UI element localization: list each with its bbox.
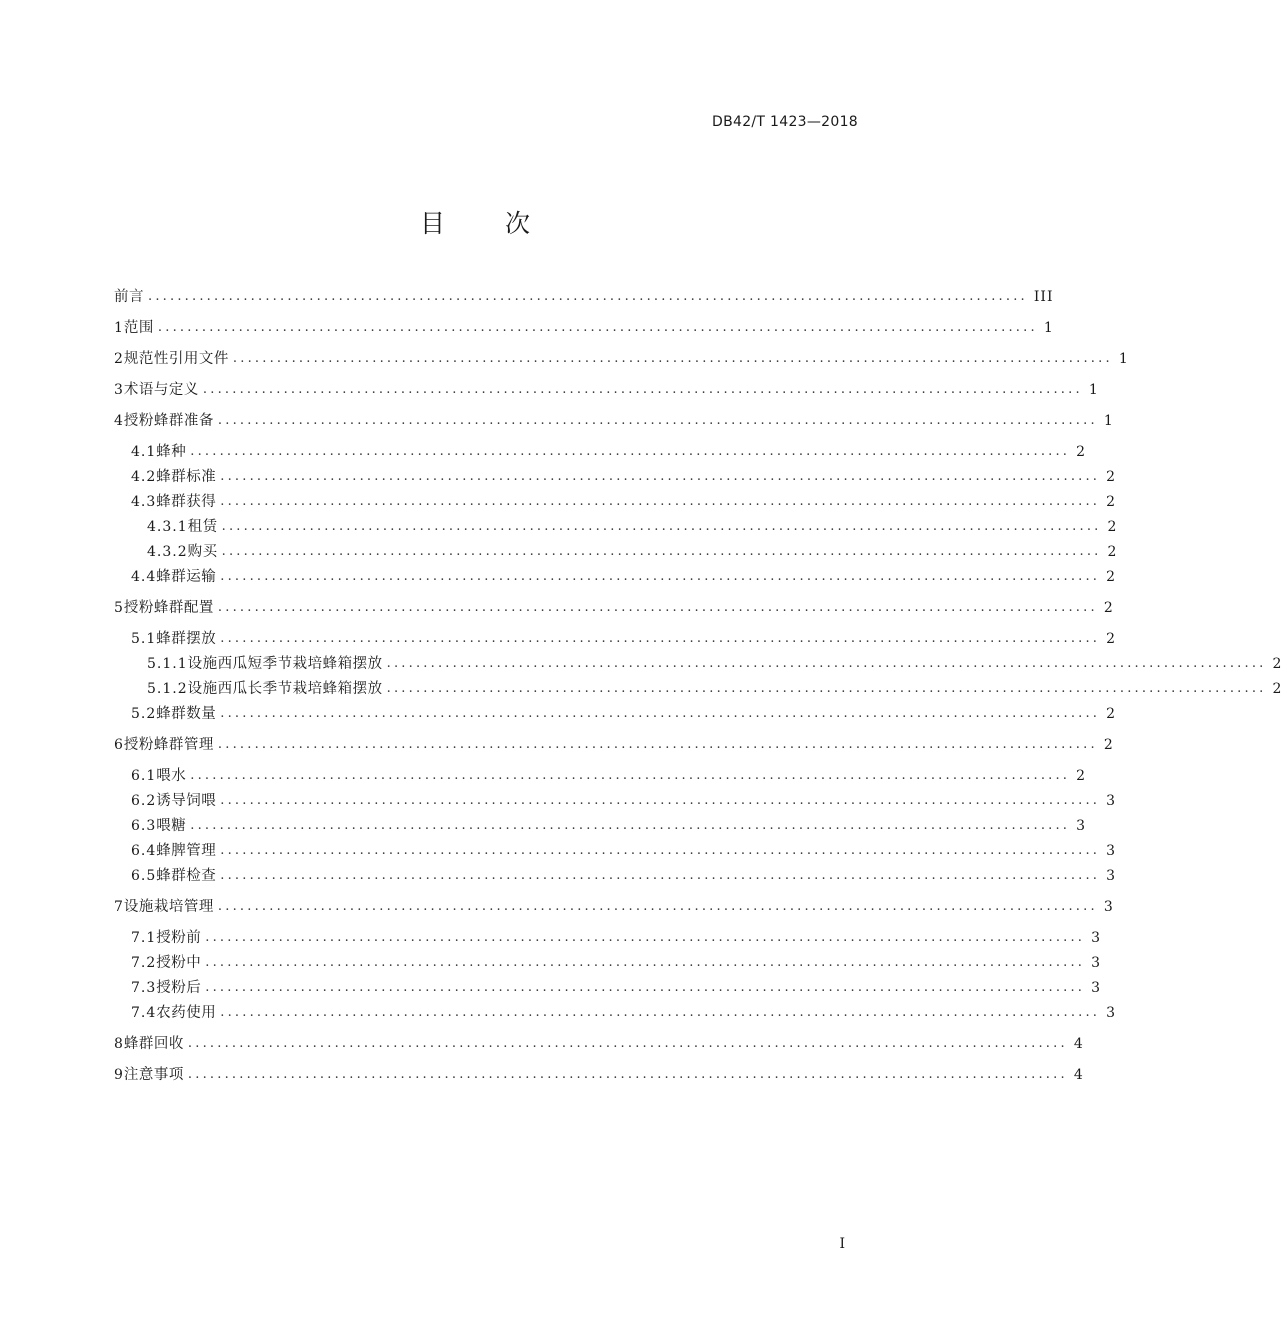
toc-entry-number: 5 — [114, 600, 124, 616]
toc-entry-title: 蜂群回收 — [123, 1036, 184, 1052]
toc-entry[interactable] — [131, 765, 1087, 787]
toc-entry-page: 3 — [1103, 899, 1114, 915]
toc-leader-dots: ........................................................................................................................ — [217, 899, 1098, 914]
toc-entry[interactable] — [131, 703, 1117, 725]
toc-leader-dots: ........................................................................................................................ — [187, 1067, 1068, 1082]
toc-entry[interactable] — [131, 865, 1117, 887]
toc-leader-dots: ........................................................................................................................ — [157, 320, 1038, 335]
toc-leader-dots: ........................................................................................................................ — [386, 656, 1267, 671]
page-title: 目 次 — [420, 209, 556, 238]
toc-entry[interactable] — [131, 840, 1117, 862]
toc-entry-title: 授粉前 — [156, 930, 202, 946]
toc-entry[interactable] — [147, 653, 1282, 675]
toc-entry-page: 2 — [1107, 544, 1118, 560]
toc-entry-title: 租赁 — [187, 519, 218, 535]
toc-leader-dots: ........................................................................................................................ — [217, 600, 1098, 615]
toc-entry[interactable] — [114, 410, 1114, 432]
toc-leader-dots: ........................................................................................................................ — [217, 413, 1098, 428]
document-number: DB42/T 1423—2018 — [712, 114, 858, 130]
toc-entry-number: 4.3.2 — [147, 544, 188, 560]
toc-entry[interactable] — [114, 597, 1114, 619]
toc-entry-number: 4.3.1 — [147, 519, 188, 535]
toc-entry[interactable] — [131, 952, 1102, 974]
toc-entry-number: 7.4 — [131, 1005, 157, 1021]
toc-entry-number: 5.1.1 — [147, 656, 188, 672]
toc-leader-dots: ........................................................................................................................ — [220, 868, 1101, 883]
toc-entry-title: 蜂群标准 — [156, 469, 217, 485]
toc-leader-dots: ........................................................................................................................ — [205, 930, 1086, 945]
toc-leader-dots: ........................................................................................................................ — [187, 1036, 1068, 1051]
toc-entry-page: 2 — [1106, 631, 1117, 647]
toc-entry-number: 6.3 — [131, 818, 157, 834]
toc-entry-number: 6.2 — [131, 793, 157, 809]
toc-entry[interactable] — [131, 790, 1117, 812]
toc-leader-dots: ........................................................................................................................ — [220, 469, 1101, 484]
toc-entry[interactable] — [114, 896, 1114, 918]
toc-entry-number: 4.2 — [131, 469, 157, 485]
toc-entry-number: 5.1 — [131, 631, 157, 647]
toc-leader-dots: ........................................................................................................................ — [386, 681, 1267, 696]
toc-entry-page: 2 — [1272, 681, 1282, 697]
toc-entry[interactable] — [114, 348, 1129, 370]
toc-entry-page: 3 — [1091, 980, 1102, 996]
toc-entry-title: 诱导饲喂 — [156, 793, 217, 809]
toc-entry-title: 喂水 — [156, 768, 187, 784]
toc-entry-title: 前言 — [114, 289, 144, 305]
toc-entry-title: 蜂群检查 — [156, 868, 217, 884]
toc-entry-number: 7 — [114, 899, 124, 915]
toc-entry-title: 授粉蜂群配置 — [123, 600, 214, 616]
toc-entry-number: 6.4 — [131, 843, 157, 859]
toc-entry-page: 3 — [1106, 1005, 1117, 1021]
toc-leader-dots: ........................................................................................................................ — [217, 737, 1098, 752]
toc-entry-number: 1 — [114, 320, 124, 336]
toc-entry-title: 蜂群数量 — [156, 706, 217, 722]
toc-entry-title: 喂糖 — [156, 818, 187, 834]
toc-entry-page: 2 — [1103, 737, 1114, 753]
toc-entry[interactable] — [147, 516, 1118, 538]
toc-entry-number: 8 — [114, 1036, 124, 1052]
toc-leader-dots: ........................................................................................................................ — [220, 569, 1101, 584]
toc-entry-page: 3 — [1106, 868, 1117, 884]
toc-leader-dots: ........................................................................................................................ — [190, 768, 1071, 783]
toc-entry[interactable] — [131, 491, 1117, 513]
toc-entry[interactable] — [114, 286, 1054, 308]
toc-entry[interactable] — [131, 466, 1117, 488]
toc-entry-title: 设施西瓜短季节栽培蜂箱摆放 — [187, 656, 383, 672]
toc-entry-title: 蜂群获得 — [156, 494, 217, 510]
toc-entry-number: 7.1 — [131, 930, 157, 946]
toc-entry[interactable] — [114, 1064, 1084, 1086]
toc-entry-page: 2 — [1076, 444, 1087, 460]
toc-entry-title: 购买 — [187, 544, 218, 560]
toc-entry-number: 7.3 — [131, 980, 157, 996]
toc-entry-page: 3 — [1106, 843, 1117, 859]
toc-entry-page: 2 — [1106, 469, 1117, 485]
toc-entry-page: 2 — [1106, 569, 1117, 585]
toc-entry[interactable] — [131, 927, 1102, 949]
toc-entry-number: 3 — [114, 382, 124, 398]
toc-entry-number: 6.5 — [131, 868, 157, 884]
toc-entry[interactable] — [131, 566, 1117, 588]
toc-entry-title: 农药使用 — [156, 1005, 217, 1021]
toc-leader-dots: ........................................................................................................................ — [148, 289, 1028, 304]
toc-entry-title: 术语与定义 — [123, 382, 199, 398]
toc-leader-dots: ........................................................................................................................ — [221, 519, 1102, 534]
toc-entry-page: 1 — [1103, 413, 1114, 429]
toc-entry-page: 2 — [1076, 768, 1087, 784]
toc-entry-page: 3 — [1091, 930, 1102, 946]
toc-leader-dots: ........................................................................................................................ — [220, 843, 1101, 858]
toc-entry-number: 2 — [114, 351, 124, 367]
toc-entry[interactable] — [147, 678, 1282, 700]
toc-leader-dots: ........................................................................................................................ — [220, 706, 1101, 721]
toc-entry-title: 规范性引用文件 — [123, 351, 229, 367]
toc-leader-dots: ........................................................................................................................ — [220, 631, 1101, 646]
toc-entry-page: III — [1033, 289, 1054, 305]
toc-entry-number: 7.2 — [131, 955, 157, 971]
toc-entry-page: 2 — [1107, 519, 1118, 535]
toc-entry-title: 蜂脾管理 — [156, 843, 217, 859]
toc-entry[interactable] — [131, 1002, 1117, 1024]
toc-entry-number: 6.1 — [131, 768, 157, 784]
toc-entry-page: 3 — [1091, 955, 1102, 971]
toc-leader-dots: ........................................................................................................................ — [220, 494, 1101, 509]
toc-entry-title: 授粉蜂群准备 — [123, 413, 214, 429]
toc-leader-dots: ........................................................................................................................ — [221, 544, 1102, 559]
toc-entry-page: 2 — [1103, 600, 1114, 616]
toc-leader-dots: ........................................................................................................................ — [220, 793, 1101, 808]
toc-entry-number: 6 — [114, 737, 124, 753]
toc-leader-dots: ........................................................................................................................ — [205, 980, 1086, 995]
toc-entry-page: 1 — [1088, 382, 1099, 398]
toc-entry[interactable] — [147, 541, 1118, 563]
toc-entry-number: 4.4 — [131, 569, 157, 585]
toc-entry[interactable] — [131, 628, 1117, 650]
toc-entry-number: 4 — [114, 413, 124, 429]
toc-leader-dots: ........................................................................................................................ — [190, 444, 1071, 459]
toc-entry-title: 授粉中 — [156, 955, 202, 971]
toc-entry[interactable] — [114, 379, 1099, 401]
toc-entry-page: 3 — [1076, 818, 1087, 834]
toc-entry[interactable] — [131, 441, 1087, 463]
toc-entry[interactable] — [131, 977, 1102, 999]
toc-entry-title: 设施西瓜长季节栽培蜂箱摆放 — [187, 681, 383, 697]
toc-entry-number: 9 — [114, 1067, 124, 1083]
toc-entry-title: 授粉后 — [156, 980, 202, 996]
toc-entry-number: 4.1 — [131, 444, 157, 460]
toc-entry[interactable] — [114, 1033, 1084, 1055]
toc-leader-dots: ........................................................................................................................ — [220, 1005, 1101, 1020]
toc-entry-page: 4 — [1073, 1067, 1084, 1083]
toc-entry-title: 蜂群运输 — [156, 569, 217, 585]
toc-entry-page: 1 — [1118, 351, 1129, 367]
toc-entry[interactable] — [114, 317, 1054, 339]
toc-entry-page: 2 — [1106, 494, 1117, 510]
toc-entry-number: 4.3 — [131, 494, 157, 510]
toc-entry-number: 5.1.2 — [147, 681, 188, 697]
toc-leader-dots: ........................................................................................................................ — [202, 382, 1083, 397]
toc-entry-title: 授粉蜂群管理 — [123, 737, 214, 753]
toc-entry-title: 范围 — [123, 320, 154, 336]
toc-entry[interactable] — [114, 734, 1114, 756]
toc-leader-dots: ........................................................................................................................ — [232, 351, 1113, 366]
toc-entry[interactable] — [131, 815, 1087, 837]
toc-entry-page: 2 — [1272, 656, 1282, 672]
toc-entry-page: 4 — [1073, 1036, 1084, 1052]
toc-leader-dots: ........................................................................................................................ — [205, 955, 1086, 970]
toc-entry-number: 5.2 — [131, 706, 157, 722]
toc-entry-title: 注意事项 — [123, 1067, 184, 1083]
toc-entry-page: 2 — [1106, 706, 1117, 722]
toc-entry-page: 3 — [1106, 793, 1117, 809]
page-number: I — [839, 1236, 845, 1252]
toc-entry-page: 1 — [1043, 320, 1054, 336]
toc-leader-dots: ........................................................................................................................ — [190, 818, 1071, 833]
toc-entry-title: 蜂群摆放 — [156, 631, 217, 647]
toc-entry-title: 蜂种 — [156, 444, 187, 460]
toc-entry-title: 设施栽培管理 — [123, 899, 214, 915]
